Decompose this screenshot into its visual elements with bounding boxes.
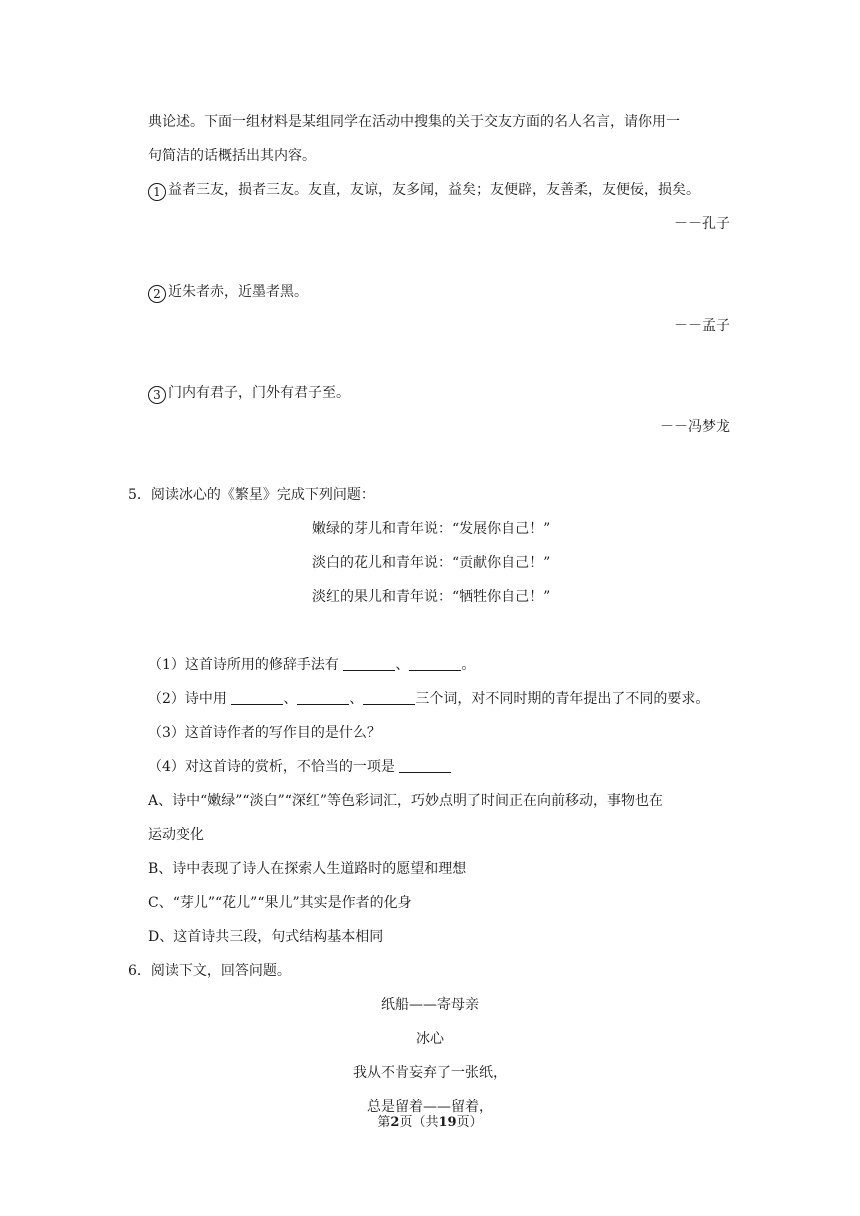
quote-3 (148, 383, 350, 404)
circled-number: 1 (148, 183, 166, 201)
poem-line-2: 淡白的花儿和青年说：“贡献你自己！” (312, 555, 551, 571)
answer-blank[interactable] (231, 690, 283, 705)
intro-line-1: 典论述。下面一组材料是某组同学在活动中搜集的关于交友方面的名人名言，请你用一 (148, 114, 680, 130)
answer-blank[interactable] (409, 656, 461, 671)
question-6-title: 6．阅读下文，回答问题。 (128, 963, 291, 979)
answer-blank[interactable] (297, 690, 349, 705)
answer-blank[interactable] (343, 656, 395, 671)
poem-6-line-1: 我从不肯妄弃了一张纸， (353, 1065, 507, 1081)
question-5-title: 5．阅读冰心的《繁星》完成下列问题： (128, 487, 375, 503)
quote-text: 益者三友，损者三友。友直，友谅，友多闻，益矣；友便辟，友善柔，友便佞，损矣。 (168, 182, 700, 198)
quote-2 (148, 282, 308, 303)
option-b: B、诗中表现了诗人在探索人生道路时的愿望和理想 (148, 861, 467, 877)
quote-2-author: －－孟子 (674, 318, 730, 334)
circled-number: 2 (148, 285, 166, 303)
quote-text: 门内有君子，门外有君子至。 (168, 385, 350, 401)
poem-title: 纸船——寄母亲 (381, 997, 479, 1013)
sub-question-3: （3）这首诗作者的写作目的是什么？ (148, 725, 381, 741)
answer-blank[interactable] (399, 758, 451, 773)
sub-question-1: （1）这首诗所用的修辞手法有 、 。 (148, 657, 476, 673)
poem-6-line-2: 总是留着——留着， (367, 1099, 493, 1115)
quote-3-author: －－冯梦龙 (660, 419, 730, 435)
option-a-line-2: 运动变化 (148, 827, 204, 843)
circled-number: 3 (148, 386, 166, 404)
quote-text: 近朱者赤，近墨者黑。 (168, 284, 308, 300)
page-number: 2 (390, 1115, 400, 1130)
sub-question-2: （2）诗中用 、 、 三个词，对不同时期的青年提出了不同的要求。 (148, 691, 710, 707)
quote-1-author: －－孔子 (674, 216, 730, 232)
poem-line-1: 嫩绿的芽儿和青年说：“发展你自己！” (312, 521, 551, 537)
poem-author: 冰心 (416, 1031, 444, 1047)
quote-1 (148, 180, 700, 201)
intro-line-2: 句简洁的话概括出其内容。 (148, 148, 316, 164)
total-pages: 19 (438, 1115, 457, 1130)
option-d: D、这首诗共三段，句式结构基本相同 (148, 929, 384, 945)
page-footer: 第2页（共19页） (377, 1115, 483, 1130)
option-c: C、“芽儿”“花儿”“果儿”其实是作者的化身 (148, 895, 412, 911)
option-a-line-1: A、诗中“嫩绿”“淡白”“深红”等色彩词汇，巧妙点明了时间正在向前移动，事物也在 (148, 793, 664, 809)
answer-blank[interactable] (363, 690, 415, 705)
poem-line-3: 淡红的果儿和青年说：“牺牲你自己！” (312, 589, 551, 605)
sub-question-4: （4）对这首诗的赏析，不恰当的一项是 (148, 757, 451, 777)
